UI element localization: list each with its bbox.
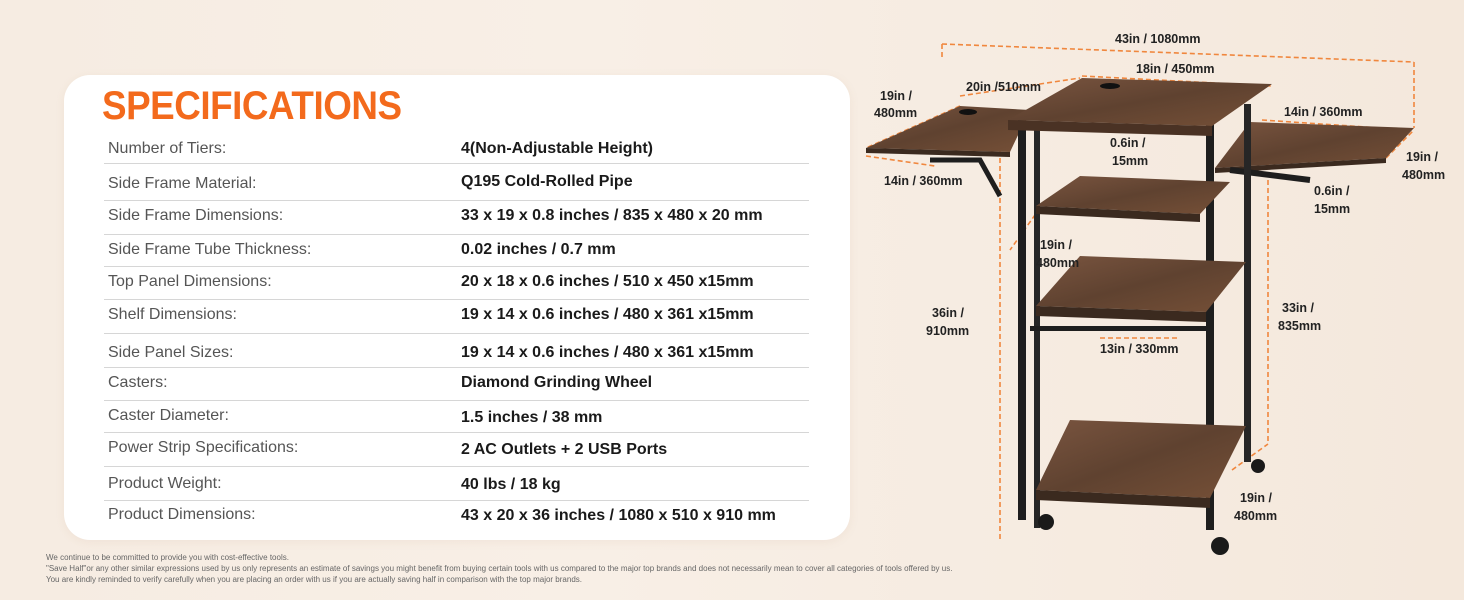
spec-label: Caster Diameter: (108, 407, 229, 424)
spec-row (104, 201, 809, 235)
caster-wheel (1038, 514, 1054, 530)
disclaimer-line: "Save Half"or any other similar expressions used by us only represents an estimate of savings you might benefit from buying certain tools with us compared to the major top brands and does not necessarily mean to cover all categories of tools offered by us. (46, 564, 953, 573)
spec-label: Product Weight: (108, 475, 222, 492)
dimension-label: 480mm (1036, 256, 1080, 270)
spec-value: 4(Non-Adjustable Height) (461, 140, 653, 157)
product-dimension-diagram (850, 0, 1464, 600)
dimension-label: 480mm (1402, 168, 1446, 182)
dimension-label: 19in / (1040, 238, 1072, 252)
spec-label: Product Dimensions: (108, 506, 256, 523)
caster-wheel (1211, 537, 1229, 555)
spec-row (104, 368, 809, 401)
dimension-label: 43in / 1080mm (1115, 32, 1201, 46)
spec-label: Side Frame Tube Thickness: (108, 241, 312, 258)
dimension-label: 15mm (1314, 202, 1351, 216)
spec-row (104, 401, 809, 433)
dimension-label: 480mm (1234, 509, 1278, 523)
spec-row (104, 300, 809, 334)
spec-label: Side Frame Dimensions: (108, 207, 284, 224)
spec-label: Number of Tiers: (108, 140, 227, 157)
dimension-label: 19in / (1240, 491, 1272, 505)
spec-row (104, 167, 809, 201)
dimension-label: 33in / (1282, 301, 1314, 315)
dimension-label: 0.6in / (1314, 184, 1350, 198)
top-panel (1008, 78, 1272, 126)
dimension-label: 19in / (1406, 150, 1438, 164)
dimension-label: 15mm (1112, 154, 1149, 168)
dimension-label: 19in / (880, 89, 912, 103)
spec-value: 2 AC Outlets + 2 USB Ports (461, 441, 668, 458)
spec-row (104, 235, 809, 267)
spec-row (104, 334, 809, 368)
disclaimer-line: We continue to be committed to provide you with cost-effective tools. (46, 553, 289, 562)
dimension-label: 480mm (874, 106, 918, 120)
spec-value: 20 x 18 x 0.6 inches / 510 x 450 x15mm (461, 273, 754, 290)
spec-value: Diamond Grinding Wheel (461, 374, 653, 391)
spec-value: 33 x 19 x 0.8 inches / 835 x 480 x 20 mm (461, 207, 763, 224)
spec-label: Shelf Dimensions: (108, 306, 237, 323)
spec-row (104, 134, 809, 164)
spec-value: 40 lbs / 18 kg (461, 476, 561, 493)
dimension-label: 20in /510mm (966, 80, 1042, 94)
dimension-label: 13in / 330mm (1100, 342, 1179, 356)
dimension-label: 910mm (926, 324, 970, 338)
bottom-shelf (1036, 420, 1246, 498)
spec-row (104, 501, 809, 531)
spec-row (104, 433, 809, 467)
page-title: SPECIFICATIONS (102, 84, 402, 128)
dimension-label: 0.6in / (1110, 136, 1146, 150)
spec-value: 1.5 inches / 38 mm (461, 409, 603, 426)
spec-row (104, 467, 809, 501)
spec-row (104, 267, 809, 300)
spec-label: Casters: (108, 374, 168, 391)
caster-wheel (1251, 459, 1265, 473)
dimension-label: 36in / (932, 306, 964, 320)
spec-label: Power Strip Specifications: (108, 439, 299, 456)
dimension-label: 14in / 360mm (884, 174, 963, 188)
spec-label: Side Panel Sizes: (108, 344, 234, 361)
spec-value: 19 x 14 x 0.6 inches / 480 x 361 x15mm (461, 306, 754, 323)
dimension-label: 18in / 450mm (1136, 62, 1215, 76)
dimension-label: 14in / 360mm (1284, 105, 1363, 119)
spec-label: Side Frame Material: (108, 175, 257, 192)
spec-value: 0.02 inches / 0.7 mm (461, 241, 616, 258)
spec-label: Top Panel Dimensions: (108, 273, 272, 290)
grommet-hole (959, 109, 977, 115)
spec-value: 43 x 20 x 36 inches / 1080 x 510 x 910 mm (461, 507, 776, 524)
disclaimer-line: You are kindly reminded to verify carefully when you are placing an order with us if you are actually saving half in comparison with the top major brands. (46, 575, 582, 584)
spec-value: Q195 Cold-Rolled Pipe (461, 173, 633, 190)
dimension-label: 835mm (1278, 319, 1322, 333)
spec-value: 19 x 14 x 0.6 inches / 480 x 361 x15mm (461, 344, 754, 361)
